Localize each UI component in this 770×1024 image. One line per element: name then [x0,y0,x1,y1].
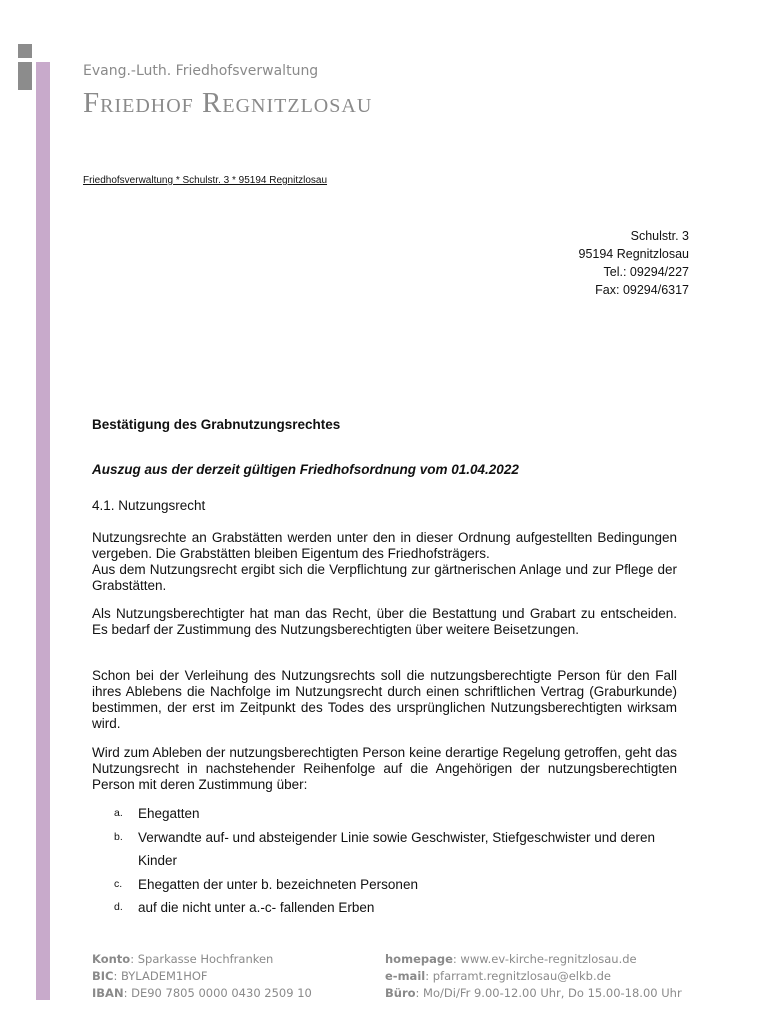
footer-iban-label: IBAN [92,986,124,1000]
list-marker: b. [114,830,123,843]
footer-buero [385,985,682,1002]
paragraph-3: Schon bei der Verleihung des Nutzungsrechts soll die nutzungsberechtigte Person für den Fall ihres Ablebens die Nachfolge im Nutzungsrecht durch einen schriftlichen Vertrag (Graburkunde) bestimmen, der erst im Zeitpunkt des Todes des ursprünglichen Nutzungsberechtigten wirksam wird. [92,668,677,731]
list-item-text: Verwandte auf- und absteigender Linie sowie Geschwister, Stiefgeschwister und deren Kinder [138,829,656,868]
list-item-text: Ehegatten der unter b. bezeichneten Personen [138,876,418,892]
succession-list [114,802,677,920]
footer-email-value: : pfarramt.regnitzlosau@elkb.de [425,969,611,983]
footer-konto-label: Konto [92,952,131,966]
sender-line: Friedhofsverwaltung * Schulstr. 3 * 95194 Regnitzlosau [83,175,328,186]
address-tel: Tel.: 09294/227 [603,265,689,279]
footer-konto-value: : Sparkasse Hochfranken [130,952,274,966]
footer-homepage-value: : www.ev-kirche-regnitzlosau.de [452,952,637,966]
footer-email [385,968,682,985]
side-accent-bar [36,62,50,1000]
list-marker: d. [114,901,123,913]
logo-square-top [18,44,32,58]
logo-square-bottom [18,62,32,90]
footer-bic-value: : BYLADEM1HOF [113,969,208,983]
list-marker: c. [114,877,123,890]
paragraph-1 [92,530,677,594]
paragraph-1b: Aus dem Nutzungsrecht ergibt sich die Verpflichtung zur gärtnerischen Anlage und zur Pflege der Grabstätten. [92,562,677,593]
footer-homepage-label: homepage [385,952,453,966]
paragraph-1a: Nutzungsrechte an Grabstätten werden unter den in dieser Ordnung aufgestellten Bedingungen vergeben. Die Grabstätten bleiben Eigentum des Friedhofsträgers. [92,530,677,561]
footer-buero-value: : Mo/Di/Fr 9.00-12.00 Uhr, Do 15.00-18.00 Uhr [415,986,682,1000]
paragraph-2: Als Nutzungsberechtigter hat man das Recht, über die Bestattung und Grabart zu entscheiden. Es bedarf der Zustimmung des Nutzungsberechtigten über weitere Beisetzungen. [92,606,677,637]
organization-name: Evang.-Luth. Friedhofsverwaltung [83,63,319,79]
list-item [114,826,677,873]
footer-buero-label: Büro [385,986,416,1000]
address-block [579,227,690,299]
address-city: 95194 Regnitzlosau [578,247,689,261]
footer-iban [92,985,312,1002]
list-item-text: Ehegatten [138,806,200,821]
footer-bic [92,968,312,985]
document-heading: Bestätigung des Grabnutzungsrechtes [92,417,341,432]
paragraph-4: Wird zum Ableben der nutzungsberechtigten Person keine derartige Regelung getroffen, geht das Nutzungsrecht in nachstehender Reihenfolge auf die Angehörigen der nutzungsberechtigten Person mit deren Zustimmung über: [92,745,677,792]
footer-homepage [385,951,682,968]
footer-bic-label: BIC [92,969,114,983]
excerpt-title: Auszug aus der derzeit gültigen Friedhofsordnung vom 01.04.2022 [92,462,519,477]
address-fax: Fax: 09294/6317 [595,283,689,297]
footer-email-label: e-mail [385,969,426,983]
list-item [114,896,677,920]
footer-iban-value: : DE90 7805 0000 0430 2509 10 [123,986,312,1000]
footer-bank [92,951,312,1002]
section-title: 4.1. Nutzungsrecht [92,498,206,513]
footer-konto [92,951,312,968]
list-marker: a. [114,807,123,819]
footer-contact [385,951,682,1002]
list-item-text: auf die nicht unter a.-c- fallenden Erben [138,900,375,915]
list-item [114,873,677,897]
letterhead-title: Friedhof Regnitzlosau [83,87,373,119]
list-item [114,802,677,826]
address-street: Schulstr. 3 [630,229,689,243]
